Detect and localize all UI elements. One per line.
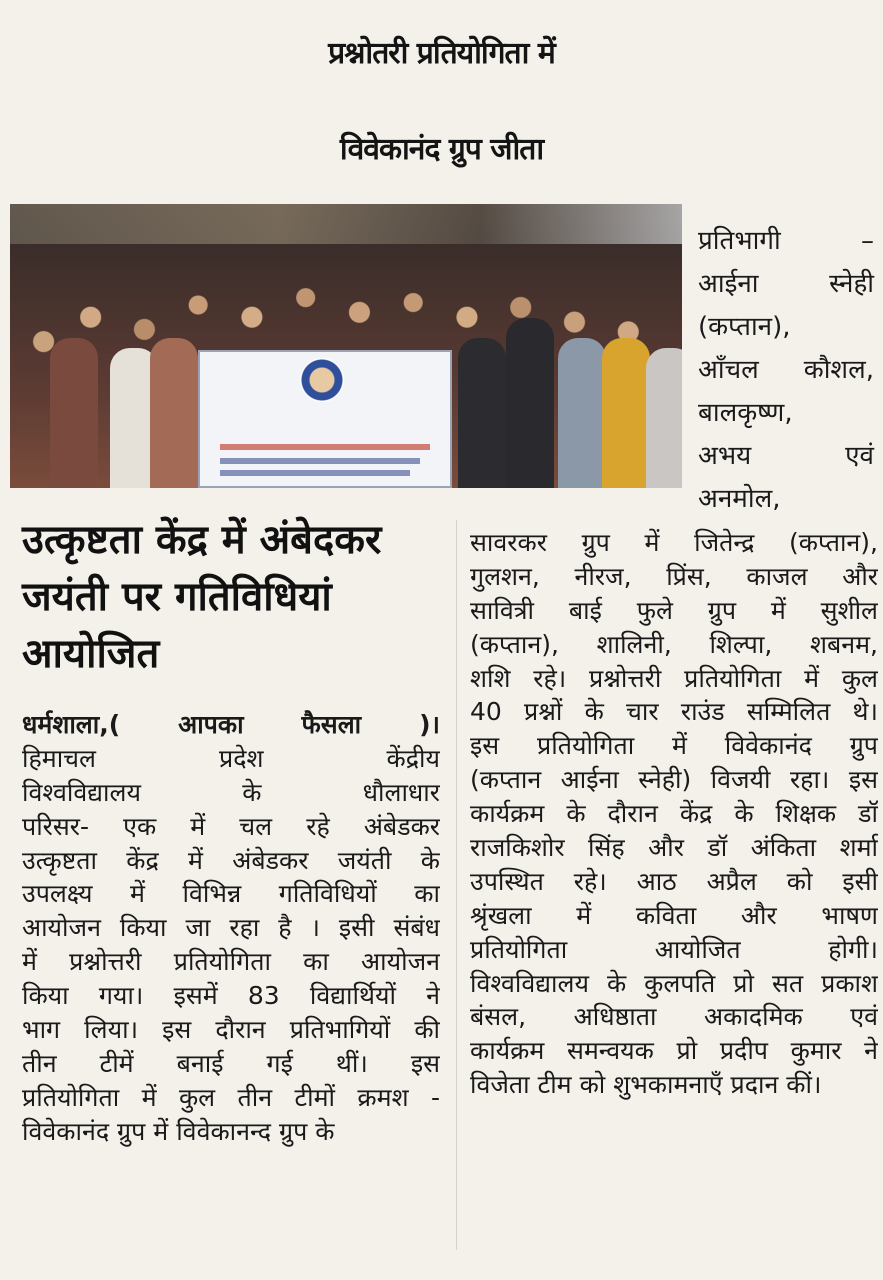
headline-line-2: विवेकानंद ग्रुप जीता	[339, 132, 544, 167]
text-line: सावित्री बाई फुले ग्रुप में सुशील	[470, 595, 878, 625]
text-line: (कप्तान),	[698, 312, 791, 342]
text-line: गुलशन, नीरज, प्रिंस, काजल और	[470, 561, 878, 591]
text-line: (कप्तान), शालिनी, शिल्पा, शबनम,	[470, 629, 878, 659]
text-line: शशि रहे। प्रश्नोत्तरी प्रतियोगिता में कुल	[470, 663, 878, 693]
right-body-column	[470, 526, 878, 1102]
text-line: बालकृष्ण,	[698, 398, 793, 428]
text-line: 40 प्रश्नों के चार राउंड सम्मिलित थे।	[470, 697, 878, 727]
text-line: प्रतिभागी –	[698, 226, 874, 256]
text-line: विश्वविद्यालय के कुलपति प्रो सत प्रकाश	[470, 968, 878, 998]
text-line: विश्वविद्यालय के धौलाधार	[22, 777, 440, 807]
photo-banner	[198, 350, 452, 488]
text-line: आईना स्नेही	[698, 269, 874, 299]
text-line: विजेता टीम को शुभकामनाएँ प्रदान कीं।	[470, 1070, 822, 1100]
photo-person	[602, 338, 650, 488]
text-line: भाग लिया। इस दौरान प्रतिभागियों की	[22, 1015, 440, 1045]
text-line: इस प्रतियोगिता में विवेकानंद ग्रुप	[470, 731, 878, 761]
photo-person	[50, 338, 98, 488]
text-line: श्रृंखला में कविता और भाषण	[470, 900, 878, 930]
text-line: (कप्तान आईना स्नेही) विजयी रहा। इस	[470, 765, 878, 795]
photo-person	[506, 318, 554, 488]
text-line: बंसल, अधिष्ठाता अकादमिक एवं	[470, 1002, 878, 1032]
photo-person	[558, 338, 606, 488]
text-line: विवेकानंद ग्रुप में विवेकानन्द ग्रुप के	[22, 1116, 335, 1146]
headline	[0, 6, 883, 198]
subheadline	[22, 512, 452, 683]
text-line: किया गया। इसमें 83 विद्यार्थियों ने	[22, 981, 440, 1011]
subheadline-line: आयोजित	[22, 631, 160, 677]
text-line: में प्रश्नोत्तरी प्रतियोगिता का आयोजन	[22, 947, 440, 977]
text-line: राजकिशोर सिंह और डॉ अंकिता शर्मा	[470, 833, 878, 863]
banner-logo-icon	[300, 358, 344, 402]
text-line: प्रतियोगिता में कुल तीन टीमों क्रमश -	[22, 1082, 440, 1112]
banner-text-line	[220, 458, 420, 464]
subheadline-line: उत्कृष्टता केंद्र में अंबेदकर	[22, 517, 382, 563]
text-line: प्रतियोगिता आयोजित होगी।	[470, 934, 878, 964]
text-line: आँचल कौशल,	[698, 355, 874, 385]
dateline: धर्मशाला,( आपका फैसला )।	[22, 710, 440, 739]
photo-person	[646, 348, 682, 488]
text-line: अनमोल,	[698, 484, 781, 514]
text-line: आयोजन किया जा रहा है । इसी संबंध	[22, 913, 440, 943]
photo-person	[458, 338, 506, 488]
subheadline-line: जयंती पर गतिविधियां	[22, 574, 332, 620]
headline-line-1: प्रश्नोतरी प्रतियोगिता में	[328, 36, 555, 71]
text-line: उत्कृष्टता केंद्र में अंबेडकर जयंती के	[22, 845, 440, 875]
text-line: उपलक्ष्य में विभिन्न गतिविधियों का	[22, 879, 440, 909]
banner-text-line	[220, 470, 410, 476]
column-divider	[456, 520, 457, 1250]
right-top-column	[698, 220, 874, 521]
text-line: हिमाचल प्रदेश केंद्रीय	[22, 743, 440, 773]
banner-text-line	[220, 444, 430, 450]
left-body-column	[22, 708, 440, 1149]
text-line: सावरकर ग्रुप में जितेन्द्र (कप्तान),	[470, 528, 878, 557]
photo-person	[150, 338, 198, 488]
text-line: कार्यक्रम समन्वयक प्रो प्रदीप कुमार ने	[470, 1036, 878, 1066]
text-line: कार्यक्रम के दौरान केंद्र के शिक्षक डॉ	[470, 799, 878, 829]
text-line: तीन टीमें बनाई गई थीं। इस	[22, 1048, 440, 1078]
group-photo	[10, 204, 682, 488]
text-line: उपस्थित रहे। आठ अप्रैल को इसी	[470, 866, 878, 896]
text-line: अभय एवं	[698, 441, 874, 471]
text-line: परिसर- एक में चल रहे अंबेडकर	[22, 811, 440, 841]
